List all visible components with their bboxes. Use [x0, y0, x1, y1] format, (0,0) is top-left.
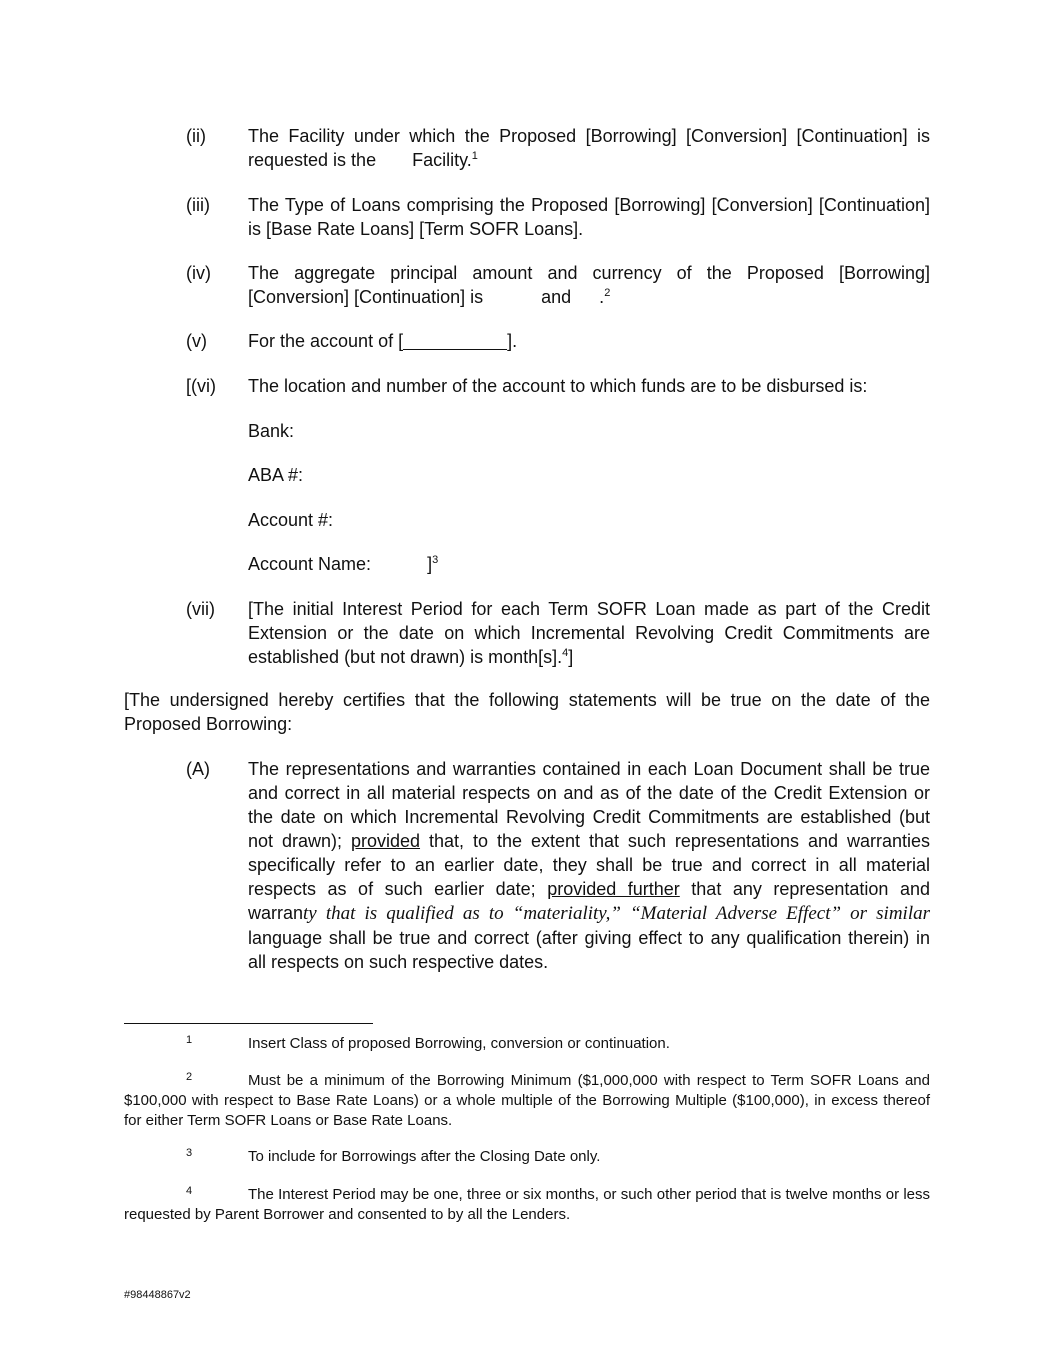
footnote-1: [124, 1034, 930, 1054]
item-text: The aggregate principal amount and currency of the Proposed [Borrowing] [Conversion] [Continuation] is and .$^2$: [248, 263, 930, 307]
document-id: #98448867v2: [124, 1289, 191, 1301]
item-text: For the account of [ ].: [248, 331, 518, 351]
list-item-a: [124, 757, 930, 974]
blank-line: [403, 331, 507, 350]
account-name-label: Account Name:: [248, 554, 372, 574]
footnote-mark: 4: [186, 1185, 193, 1197]
list-item-iv: [124, 261, 930, 309]
provided-underlined: provided: [350, 831, 421, 851]
footnote-ref: 3: [432, 554, 439, 566]
item-number: (iv): [186, 263, 211, 283]
footnote-4: [124, 1185, 930, 1225]
list-item-v: [124, 329, 930, 353]
list-item-ii: [124, 124, 930, 172]
certify-paragraph: [The undersigned hereby certifies that the following statements will be true on the date of the Proposed Borrowing:: [124, 690, 930, 734]
footnote-text: The Interest Period may be one, three or six months, or such other period that is twelve months or less requested by Parent Borrower and consented to by all the Lenders.: [124, 1186, 930, 1223]
item-text: The representations and warranties contained in each Loan Document shall be true and correct in all material respects on and as of the date of the Credit Extension or the date on which Incremental Revolving Credit Commitments are established (but not drawn); provided that, to the extent that such representations and warranties specifically refer to an earlier date, they shall be true and correct in all material respects as of such earlier date; provided further that any representation and warranty that is qualified as to “materiality,” “Material Adverse Effect” or similar language shall be true and correct (after giving effect to any qualification therein) in all respects on such respective dates.: [248, 759, 930, 972]
item-number: (iii): [186, 195, 210, 215]
footnote-2: [124, 1071, 930, 1131]
account-name-line: Account Name: ]$^3$: [248, 554, 439, 574]
list-item-iii: [124, 193, 930, 241]
italic-run: ty that is qualified as to “materiality,” “Material Adverse Effect” or similar: [303, 903, 930, 924]
footnote-text: To include for Borrowings after the Closing Date only.: [248, 1148, 601, 1165]
footnote-3: [124, 1147, 930, 1167]
footnote-mark: 3: [186, 1147, 193, 1159]
footnote-mark: 1: [186, 1034, 193, 1046]
item-number: (v): [186, 331, 207, 351]
footnote-text: Must be a minimum of the Borrowing Minimum ($1,000,000 with respect to Term SOFR Loans and $100,000 with respect to Base Rate Loans) or a whole multiple of the Borrowing Multiple ($100,000), in excess thereof for either Term SOFR Loans or Base Rate Loans.: [124, 1072, 930, 1129]
aba-label: ABA #:: [248, 465, 304, 485]
item-number: (A): [186, 759, 210, 779]
bank-label: Bank:: [248, 421, 295, 441]
item-text: The Type of Loans comprising the Proposed [Borrowing] [Conversion] [Continuation] is [Base Rate Loans] [Term SOFR Loans].: [248, 195, 930, 239]
footnote-text: Insert Class of proposed Borrowing, conversion or continuation.: [248, 1035, 670, 1052]
item-text: The location and number of the account to which funds are to be disbursed is:: [248, 376, 868, 396]
footnote-separator: [124, 1023, 373, 1024]
footnote-ref: 4: [562, 647, 569, 659]
account-number-label: Account #:: [248, 510, 334, 530]
provided-further-underlined: provided further: [547, 879, 680, 899]
item-number: (vii): [186, 599, 215, 619]
footnote-ref: 1: [471, 150, 478, 162]
item-number: [(vi): [186, 376, 216, 396]
footnote-ref: 2: [604, 287, 611, 299]
footnote-mark: 2: [186, 1071, 193, 1083]
item-number: (ii): [186, 126, 206, 146]
item-text: The Facility under which the Proposed [Borrowing] [Conversion] [Continuation] is requested is the Facility.$^1$: [248, 126, 930, 170]
list-item-vii: [124, 597, 930, 669]
list-item-vi: [124, 374, 930, 398]
item-text: [The initial Interest Period for each Term SOFR Loan made as part of the Credit Extension or the date on which Incremental Revolving Credit Commitments are established (but not drawn) is month[s].$^4$]: [248, 599, 930, 667]
